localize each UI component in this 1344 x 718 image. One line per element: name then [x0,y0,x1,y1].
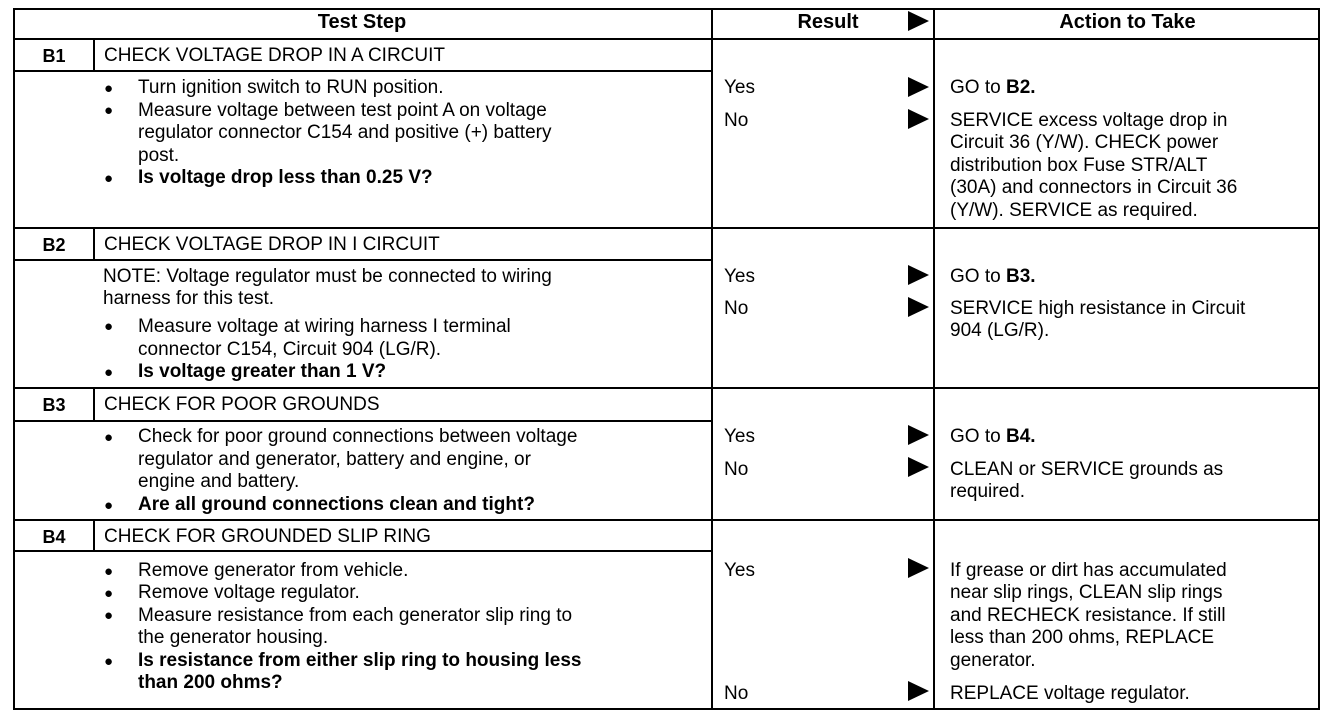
result-yes: Yes [724,266,755,287]
bullet-text: Measure voltage at wiring harness I terminal [138,316,511,337]
action-text: required. [950,481,1025,502]
arrow-icon [908,11,929,31]
step-title: CHECK FOR POOR GROUNDS [104,394,380,415]
bullet-text: connector C154, Circuit 904 (LG/R). [138,339,442,360]
bullet-icon: ● [104,497,114,514]
action-text: REPLACE voltage regulator. [950,683,1190,704]
bullet-icon: ● [104,653,114,670]
arrow-icon [908,681,929,701]
bullet-text: Remove generator from vehicle. [138,560,409,581]
action-text: near slip rings, CLEAN slip rings [950,582,1223,603]
arrow-icon [908,109,929,129]
bullet-text: Turn ignition switch to RUN position. [138,77,444,98]
action-text: If grease or dirt has accumulated [950,560,1227,581]
bullet-text: regulator connector C154 and positive (+) battery [138,122,552,143]
bullet-question: Is voltage drop less than 0.25 V? [138,167,433,188]
arrow-icon [908,558,929,578]
result-no: No [724,683,749,704]
action-text: generator. [950,650,1036,671]
action-text: 904 (LG/R). [950,320,1050,341]
action-text: GO to B3. [950,266,1036,287]
action-text: GO to B4. [950,426,1036,447]
arrow-icon [908,457,929,477]
bullet-question: than 200 ohms? [138,672,283,693]
bullet-text: Measure voltage between test point A on voltage [138,100,547,121]
bullet-question: Are all ground connections clean and tight? [138,494,535,515]
step-id: B1 [42,46,66,66]
result-no: No [724,110,749,131]
arrow-icon [908,77,929,97]
result-yes: Yes [724,560,755,581]
bullet-icon: ● [104,563,114,580]
bullet-icon: ● [104,170,114,187]
note-text: harness for this test. [103,288,275,309]
arrow-icon [908,425,929,445]
bullet-text: Check for poor ground connections between voltage [138,426,578,447]
action-text: SERVICE high resistance in Circuit [950,298,1246,319]
action-text: CLEAN or SERVICE grounds as [950,459,1224,480]
action-text: (Y/W). SERVICE as required. [950,200,1198,221]
step-id: B4 [42,527,66,547]
step-id: B3 [42,395,66,415]
action-text: distribution box Fuse STR/ALT [950,155,1208,176]
arrow-icon [908,297,929,317]
bullet-icon: ● [104,429,114,446]
action-text: SERVICE excess voltage drop in [950,110,1228,131]
header-action: Action to Take [1059,11,1196,33]
bullet-icon: ● [104,607,114,624]
bullet-icon: ● [104,102,114,119]
bullet-icon: ● [104,80,114,97]
step-title: CHECK VOLTAGE DROP IN A CIRCUIT [104,45,446,66]
bullet-question: Is resistance from either slip ring to housing less [138,650,582,671]
action-text: GO to B2. [950,77,1036,98]
step-title: CHECK FOR GROUNDED SLIP RING [104,526,431,547]
bullet-text: Remove voltage regulator. [138,582,360,603]
action-text: Circuit 36 (Y/W). CHECK power [950,132,1219,153]
step-title: CHECK VOLTAGE DROP IN I CIRCUIT [104,234,440,255]
header-result: Result [797,11,859,33]
result-no: No [724,298,749,319]
bullet-icon: ● [104,364,114,381]
bullet-text: regulator and generator, battery and engine, or [138,449,531,470]
arrow-icon [908,265,929,285]
bullet-text: Measure resistance from each generator slip ring to [138,605,573,626]
action-text: and RECHECK resistance. If still [950,605,1226,626]
bullet-question: Is voltage greater than 1 V? [138,361,387,382]
bullet-icon: ● [104,585,114,602]
step-id: B2 [42,235,66,255]
action-text: less than 200 ohms, REPLACE [950,627,1215,648]
result-yes: Yes [724,77,755,98]
note-text: NOTE: Voltage regulator must be connected to wiring [103,266,552,287]
result-yes: Yes [724,426,755,447]
bullet-icon: ● [104,318,114,335]
action-text: (30A) and connectors in Circuit 36 [950,177,1238,198]
bullet-text: engine and battery. [138,471,300,492]
bullet-text: the generator housing. [138,627,329,648]
result-no: No [724,459,749,480]
bullet-text: post. [138,145,180,166]
header-test-step: Test Step [317,11,407,33]
